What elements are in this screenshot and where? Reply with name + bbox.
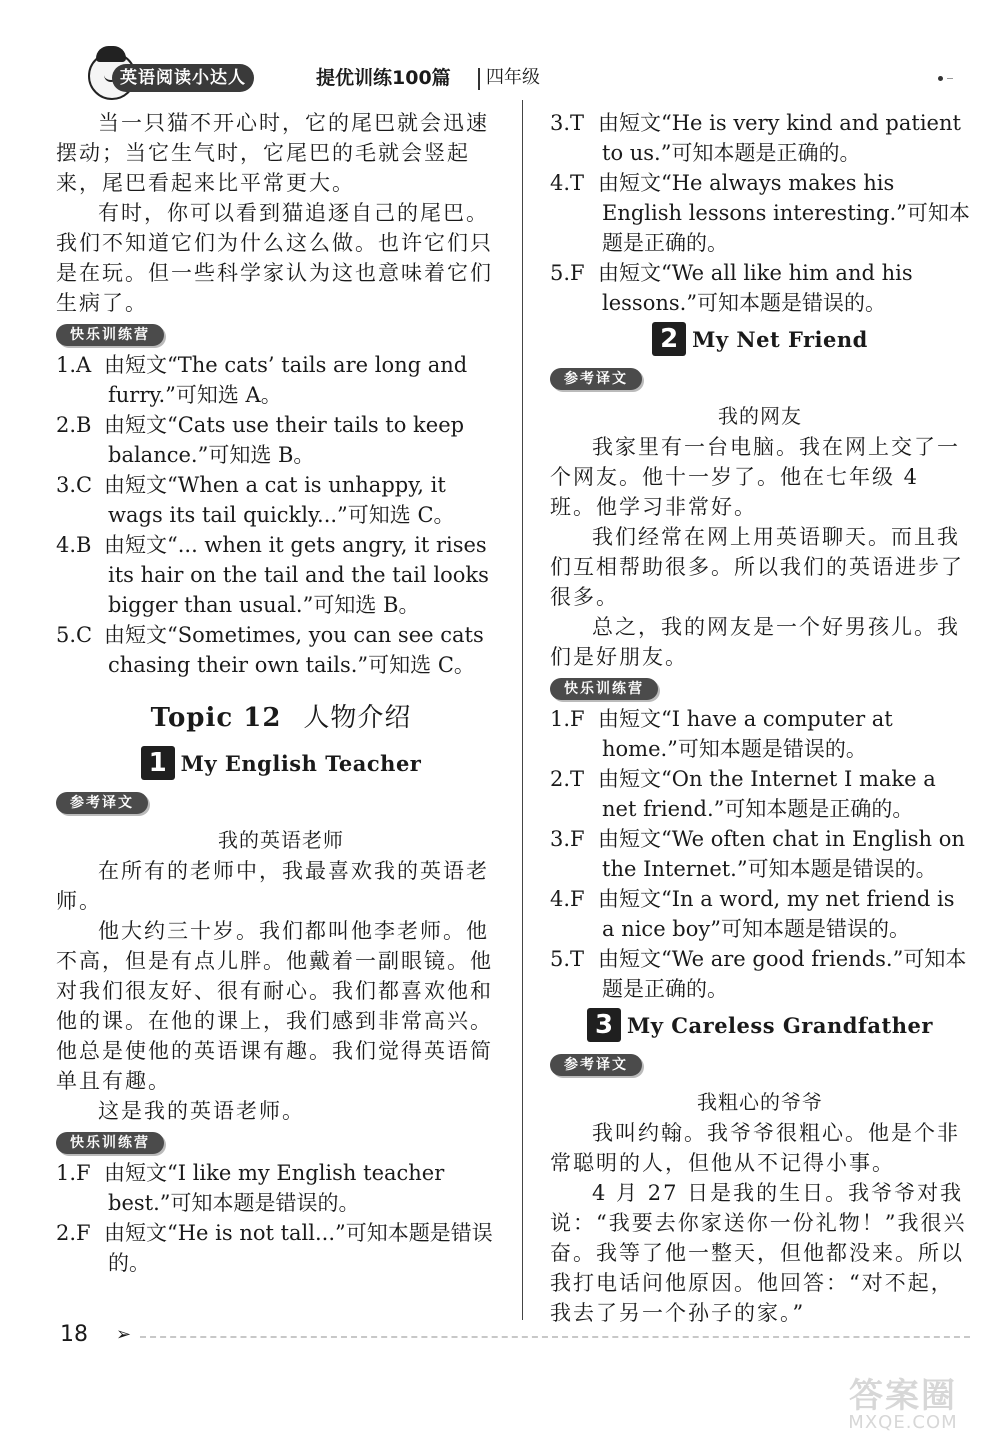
section-title: My English Teacher — [180, 750, 422, 776]
answer-item — [56, 620, 506, 680]
answer-text: 由短文“He is very kind and patient to us.”可知本题是正确的。 — [598, 111, 961, 165]
answer-number: 4.T — [550, 171, 585, 195]
answer-number: 3.T — [550, 111, 585, 135]
intro-paragraph: 当一只猫不开心时，它的尾巴就会迅速摆动；当它生气时，它尾巴的毛就会竖起来，尾巴看起来比平常更大。 — [56, 111, 489, 195]
answer-item — [550, 764, 970, 824]
answer-number: 1.A — [56, 353, 92, 377]
answer-text: 由短文“We are good friends.”可知本题是正确的。 — [598, 947, 967, 1001]
translation-paragraph: 4 月 27 日是我的生日。我爷爷对我说：“我要去你家送你一份礼物！”我很兴奋。我等了他一整天，但他都没来。所以我打电话问他原因。他回答：“对不起，我去了另一个孙子的家。” — [550, 1181, 967, 1325]
answer-text: 由短文“Cats use their tails to keep balance.”可知选 B。 — [104, 413, 465, 467]
header-divider — [478, 68, 480, 90]
answer-text: 由短文“In a word, my net friend is a nice boy”可知本题是错误的。 — [598, 887, 955, 941]
section-title: My Net Friend — [692, 326, 868, 352]
page-number: 18 — [60, 1322, 88, 1347]
answer-item — [550, 824, 970, 884]
section-number-box: 2 — [652, 322, 686, 356]
page-footer — [60, 1322, 980, 1352]
answer-text: 由短文“The cats’ tails are long and furry.”可知选 A。 — [104, 353, 468, 407]
watermark-url: MXQE.COM — [848, 1412, 958, 1433]
answer-number: 4.F — [550, 887, 585, 911]
answer-number: 1.F — [550, 707, 585, 731]
section-heading — [550, 1008, 970, 1044]
column-divider — [522, 100, 523, 1320]
answer-number: 2.F — [56, 1221, 91, 1245]
answer-item — [56, 1158, 506, 1218]
translation-title: 我的英语老师 — [218, 828, 344, 852]
next-arrow-icon: ➢ — [116, 1324, 132, 1345]
intro-paragraph: 有时，你可以看到猫追逐自己的尾巴。我们不知道它们为什么这么做。也许它们只是在玩。但一些科学家认为这也意味着它们生病了。 — [56, 201, 493, 315]
answer-number: 5.C — [56, 623, 93, 647]
translation-badge: 参考译文 — [56, 792, 148, 814]
topic-title: 人物介绍 — [303, 703, 412, 733]
watermark-logo: 答案圈 — [849, 1376, 957, 1416]
left-column — [56, 108, 506, 1278]
answer-number: 5.T — [550, 947, 585, 971]
answer-item — [550, 884, 970, 944]
answer-item — [550, 258, 970, 318]
answer-text: 由短文“When a cat is unhappy, it wags its tail quickly...”可知选 C。 — [104, 473, 455, 527]
answer-item — [56, 350, 506, 410]
translation-title: 我粗心的爷爷 — [697, 1090, 823, 1114]
translation-paragraph: 我们经常在网上用英语聊天。而且我们互相帮助很多。所以我们的英语进步了很多。 — [550, 525, 964, 609]
translation-paragraph: 总之，我的网友是一个好男孩儿。我们是好朋友。 — [550, 615, 960, 669]
answer-number: 2.T — [550, 767, 585, 791]
answer-number: 5.F — [550, 261, 585, 285]
answer-number: 3.C — [56, 473, 93, 497]
answer-text: 由短文“We all like him and his lessons.”可知本题是错误的。 — [598, 261, 913, 315]
answer-text: 由短文“I like my English teacher best.”可知本题是错误的。 — [104, 1161, 445, 1215]
answer-item — [550, 168, 970, 258]
answer-text: 由短文“He is not tall...”可知本题是错误的。 — [104, 1221, 493, 1275]
answer-text: 由短文“On the Internet I make a net friend.”可知本题是正确的。 — [598, 767, 936, 821]
answer-list — [56, 350, 506, 680]
answer-item — [56, 410, 506, 470]
header-dot-icon — [938, 76, 943, 81]
answer-item — [550, 108, 970, 168]
section-title: My Careless Grandfather — [627, 1012, 933, 1038]
answer-text: 由短文“I have a computer at home.”可知本题是错误的。 — [598, 707, 893, 761]
page-header — [80, 58, 980, 108]
practice-badge: 快乐训练营 — [56, 324, 164, 346]
section-heading — [550, 322, 970, 358]
header-dash — [947, 78, 953, 79]
book-title: 提优训练100篇 — [316, 67, 451, 89]
translation-title: 我的网友 — [718, 404, 802, 428]
answer-text: 由短文“... when it gets angry, it rises its hair on the tail and the tail looks bigger than usual.”可知选 B。 — [104, 533, 489, 617]
answer-number: 1.F — [56, 1161, 91, 1185]
answer-item — [56, 530, 506, 620]
practice-badge: 快乐训练营 — [550, 678, 658, 700]
answer-item — [56, 470, 506, 530]
answer-text: 由短文“He always makes his English lessons interesting.”可知本题是正确的。 — [598, 171, 970, 255]
topic-number: Topic 12 — [150, 703, 282, 733]
topic-heading — [56, 698, 506, 738]
footer-rule — [140, 1336, 970, 1338]
translation-paragraph: 我叫约翰。我爷爷很粗心。他是个非常聪明的人，但他从不记得小事。 — [550, 1121, 960, 1175]
practice-badge: 快乐训练营 — [56, 1132, 164, 1154]
answer-number: 3.F — [550, 827, 585, 851]
section-number-box: 3 — [587, 1008, 621, 1042]
section-heading — [56, 746, 506, 782]
section-number-box: 1 — [141, 746, 175, 780]
answer-number: 2.B — [56, 413, 92, 437]
answer-item — [56, 1218, 506, 1278]
answer-item — [550, 704, 970, 764]
translation-paragraph: 他大约三十岁。我们都叫他李老师。他不高，但是有点儿胖。他戴着一副眼镜。他对我们很友好、很有耐心。我们都喜欢他和他的课。在他的课上，我们感到非常高兴。他总是使他的英语课有趣。我们觉得英语简单且有趣。 — [56, 919, 493, 1093]
series-title: 英语阅读小达人 — [112, 64, 254, 92]
site-watermark — [828, 1378, 978, 1434]
grade-label: 四年级 — [486, 67, 540, 88]
translation-paragraph: 在所有的老师中，我最喜欢我的英语老师。 — [56, 859, 489, 913]
answer-text: 由短文“We often chat in English on the Internet.”可知本题是错误的。 — [598, 827, 965, 881]
translation-badge: 参考译文 — [550, 368, 642, 390]
translation-paragraph: 我家里有一台电脑。我在网上交了一个网友。他十一岁了。他在七年级 4 班。他学习非常好。 — [550, 435, 960, 519]
answer-number: 4.B — [56, 533, 92, 557]
answer-text: 由短文“Sometimes, you can see cats chasing their own tails.”可知选 C。 — [104, 623, 484, 677]
right-column — [550, 108, 970, 1328]
answer-item — [550, 944, 970, 1004]
translation-paragraph: 这是我的英语老师。 — [98, 1099, 305, 1123]
translation-badge: 参考译文 — [550, 1054, 642, 1076]
